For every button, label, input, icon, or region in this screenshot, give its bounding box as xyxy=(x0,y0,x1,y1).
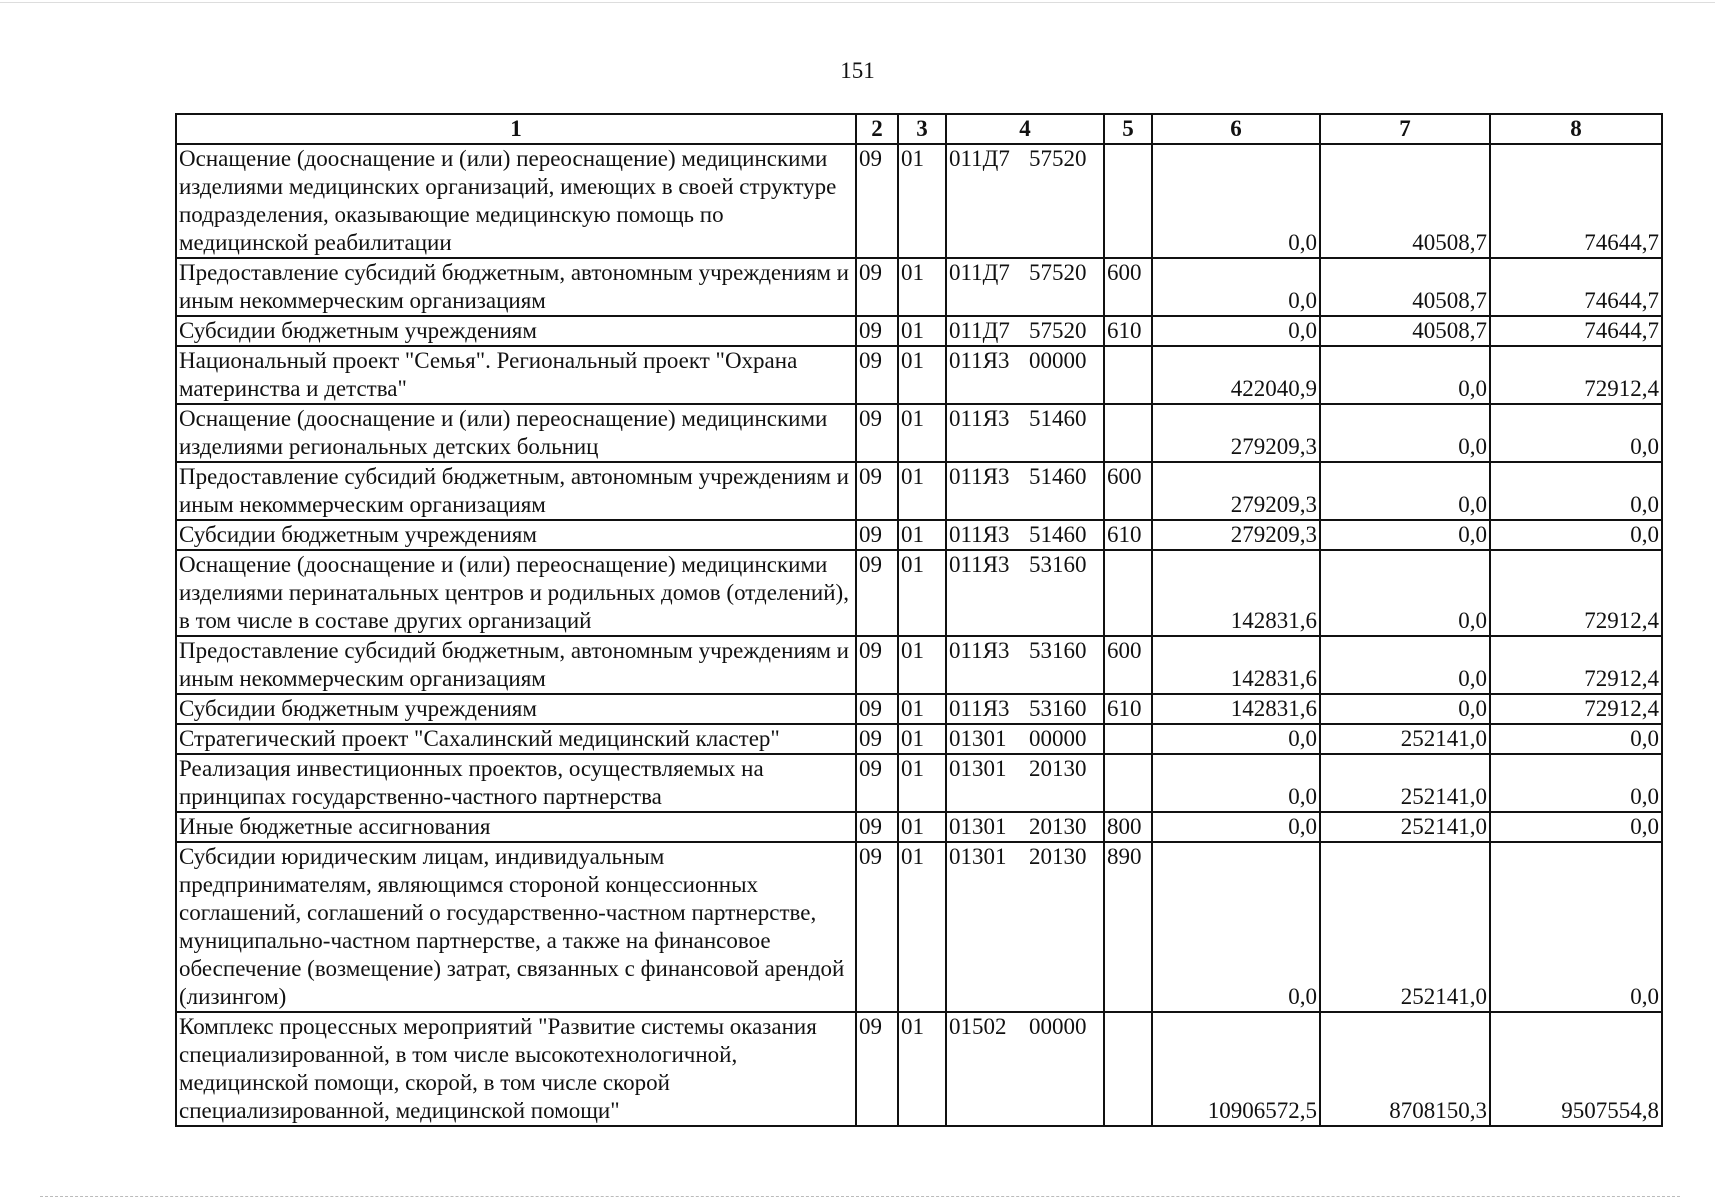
table-row xyxy=(176,462,1662,520)
section-code: 09 xyxy=(856,550,898,636)
target-article-code xyxy=(946,462,1104,520)
amount-col-6: 0,0 xyxy=(1152,144,1320,258)
row-name: Иные бюджетные ассигнования xyxy=(176,812,856,842)
target-article-code xyxy=(946,1012,1104,1126)
amount-col-6: 142831,6 xyxy=(1152,550,1320,636)
section-code: 09 xyxy=(856,694,898,724)
column-header: 7 xyxy=(1320,114,1490,144)
program-code: 01301 xyxy=(949,726,1007,751)
program-code: 01301 xyxy=(949,814,1007,839)
amount-col-8: 0,0 xyxy=(1490,404,1662,462)
subsection-code: 01 xyxy=(898,346,946,404)
target-article-code xyxy=(946,754,1104,812)
amount-col-8: 74644,7 xyxy=(1490,316,1662,346)
column-header: 8 xyxy=(1490,114,1662,144)
section-code: 09 xyxy=(856,754,898,812)
amount-col-7: 0,0 xyxy=(1320,550,1490,636)
amount-col-7: 252141,0 xyxy=(1320,724,1490,754)
subsection-code: 01 xyxy=(898,520,946,550)
program-code: 011Д7 xyxy=(949,260,1010,285)
target-article-code xyxy=(946,812,1104,842)
amount-col-8: 0,0 xyxy=(1490,842,1662,1012)
amount-col-6: 0,0 xyxy=(1152,316,1320,346)
amount-col-6: 279209,3 xyxy=(1152,404,1320,462)
amount-col-6: 0,0 xyxy=(1152,812,1320,842)
amount-col-8: 0,0 xyxy=(1490,754,1662,812)
section-code: 09 xyxy=(856,636,898,694)
row-name: Оснащение (дооснащение и (или) переоснащение) медицинскими изделиями региональных детских больниц xyxy=(176,404,856,462)
row-name: Оснащение (дооснащение и (или) переоснащение) медицинскими изделиями перинатальных центров и родильных домов (отделений), в том числе в составе других организаций xyxy=(176,550,856,636)
section-code: 09 xyxy=(856,144,898,258)
row-name: Субсидии юридическим лицам, индивидуальным предпринимателям, являющимся стороной концессионных соглашений, соглашений о государственно-частном партнерстве, муниципально-частном партнерстве, а также на финансовое обеспечение (возмещение) затрат, связанных с финансовой арендой (лизингом) xyxy=(176,842,856,1012)
direction-code: 53160 xyxy=(1029,638,1087,663)
expense-type-code xyxy=(1104,346,1152,404)
column-header: 4 xyxy=(946,114,1104,144)
subsection-code: 01 xyxy=(898,316,946,346)
program-code: 01301 xyxy=(949,844,1007,869)
table-row xyxy=(176,754,1662,812)
amount-col-8: 72912,4 xyxy=(1490,694,1662,724)
expense-type-code: 890 xyxy=(1104,842,1152,1012)
row-name: Субсидии бюджетным учреждениям xyxy=(176,520,856,550)
target-article-code xyxy=(946,144,1104,258)
amount-col-7: 0,0 xyxy=(1320,346,1490,404)
scan-edge-bottom xyxy=(40,1196,1680,1198)
amount-col-7: 0,0 xyxy=(1320,520,1490,550)
row-name: Комплекс процессных мероприятий "Развитие системы оказания специализированной, в том числе высокотехнологичной, медицинской помощи, скорой, в том числе скорой специализированной, медицинской помощи" xyxy=(176,1012,856,1126)
amount-col-8: 0,0 xyxy=(1490,462,1662,520)
direction-code: 57520 xyxy=(1029,260,1087,285)
target-article-code xyxy=(946,258,1104,316)
program-code: 011Я3 xyxy=(949,696,1010,721)
program-code: 011Д7 xyxy=(949,146,1010,171)
direction-code: 51460 xyxy=(1029,406,1087,431)
budget-table xyxy=(175,113,1663,1127)
target-article-code xyxy=(946,724,1104,754)
subsection-code: 01 xyxy=(898,550,946,636)
table-row xyxy=(176,842,1662,1012)
expense-type-code xyxy=(1104,144,1152,258)
amount-col-6: 0,0 xyxy=(1152,258,1320,316)
subsection-code: 01 xyxy=(898,842,946,1012)
column-header: 5 xyxy=(1104,114,1152,144)
row-name: Национальный проект "Семья". Региональный проект "Охрана материнства и детства" xyxy=(176,346,856,404)
section-code: 09 xyxy=(856,346,898,404)
expense-type-code xyxy=(1104,404,1152,462)
section-code: 09 xyxy=(856,462,898,520)
amount-col-8: 9507554,8 xyxy=(1490,1012,1662,1126)
expense-type-code: 600 xyxy=(1104,258,1152,316)
table-row xyxy=(176,724,1662,754)
amount-col-6: 279209,3 xyxy=(1152,462,1320,520)
amount-col-8: 74644,7 xyxy=(1490,144,1662,258)
table-row xyxy=(176,812,1662,842)
target-article-code xyxy=(946,550,1104,636)
amount-col-7: 0,0 xyxy=(1320,694,1490,724)
table-row xyxy=(176,1012,1662,1126)
subsection-code: 01 xyxy=(898,754,946,812)
amount-col-8: 72912,4 xyxy=(1490,550,1662,636)
table-row xyxy=(176,144,1662,258)
direction-code: 53160 xyxy=(1029,696,1087,721)
expense-type-code xyxy=(1104,550,1152,636)
expense-type-code: 610 xyxy=(1104,520,1152,550)
row-name: Предоставление субсидий бюджетным, автономным учреждениям и иным некоммерческим организациям xyxy=(176,462,856,520)
section-code: 09 xyxy=(856,316,898,346)
expense-type-code: 610 xyxy=(1104,316,1152,346)
table-row xyxy=(176,316,1662,346)
table-row xyxy=(176,404,1662,462)
amount-col-7: 8708150,3 xyxy=(1320,1012,1490,1126)
target-article-code xyxy=(946,404,1104,462)
expense-type-code: 600 xyxy=(1104,462,1152,520)
column-header: 3 xyxy=(898,114,946,144)
amount-col-8: 72912,4 xyxy=(1490,346,1662,404)
program-code: 011Я3 xyxy=(949,348,1010,373)
section-code: 09 xyxy=(856,842,898,1012)
page-number: 151 xyxy=(840,58,875,83)
scan-edge-top xyxy=(0,2,1715,4)
subsection-code: 01 xyxy=(898,636,946,694)
table-row xyxy=(176,258,1662,316)
direction-code: 51460 xyxy=(1029,522,1087,547)
amount-col-8: 74644,7 xyxy=(1490,258,1662,316)
direction-code: 57520 xyxy=(1029,318,1087,343)
section-code: 09 xyxy=(856,258,898,316)
subsection-code: 01 xyxy=(898,1012,946,1126)
amount-col-6: 0,0 xyxy=(1152,724,1320,754)
subsection-code: 01 xyxy=(898,258,946,316)
table-body xyxy=(176,144,1662,1126)
target-article-code xyxy=(946,520,1104,550)
table-row xyxy=(176,550,1662,636)
section-code: 09 xyxy=(856,520,898,550)
expense-type-code xyxy=(1104,754,1152,812)
column-header: 2 xyxy=(856,114,898,144)
direction-code: 00000 xyxy=(1029,348,1087,373)
amount-col-8: 72912,4 xyxy=(1490,636,1662,694)
program-code: 01502 xyxy=(949,1014,1007,1039)
expense-type-code: 610 xyxy=(1104,694,1152,724)
subsection-code: 01 xyxy=(898,404,946,462)
section-code: 09 xyxy=(856,1012,898,1126)
amount-col-7: 40508,7 xyxy=(1320,258,1490,316)
table-row xyxy=(176,520,1662,550)
section-code: 09 xyxy=(856,404,898,462)
direction-code: 00000 xyxy=(1029,1014,1087,1039)
program-code: 011Я3 xyxy=(949,552,1010,577)
amount-col-6: 10906572,5 xyxy=(1152,1012,1320,1126)
expense-type-code xyxy=(1104,724,1152,754)
direction-code: 57520 xyxy=(1029,146,1087,171)
amount-col-8: 0,0 xyxy=(1490,520,1662,550)
row-name: Субсидии бюджетным учреждениям xyxy=(176,316,856,346)
table-row xyxy=(176,346,1662,404)
amount-col-7: 40508,7 xyxy=(1320,316,1490,346)
target-article-code xyxy=(946,842,1104,1012)
column-header: 1 xyxy=(176,114,856,144)
amount-col-7: 0,0 xyxy=(1320,404,1490,462)
amount-col-7: 0,0 xyxy=(1320,636,1490,694)
header-row xyxy=(176,114,1662,144)
subsection-code: 01 xyxy=(898,724,946,754)
expense-type-code: 600 xyxy=(1104,636,1152,694)
table-row xyxy=(176,694,1662,724)
section-code: 09 xyxy=(856,812,898,842)
row-name: Субсидии бюджетным учреждениям xyxy=(176,694,856,724)
amount-col-7: 252141,0 xyxy=(1320,754,1490,812)
direction-code: 53160 xyxy=(1029,552,1087,577)
amount-col-7: 252141,0 xyxy=(1320,812,1490,842)
expense-type-code xyxy=(1104,1012,1152,1126)
row-name: Предоставление субсидий бюджетным, автономным учреждениям и иным некоммерческим организациям xyxy=(176,636,856,694)
amount-col-7: 252141,0 xyxy=(1320,842,1490,1012)
program-code: 011Я3 xyxy=(949,638,1010,663)
row-name: Оснащение (дооснащение и (или) переоснащение) медицинскими изделиями медицинских организаций, имеющих в своей структуре подразделения, оказывающие медицинскую помощь по медицинской реабилитации xyxy=(176,144,856,258)
section-code: 09 xyxy=(856,724,898,754)
subsection-code: 01 xyxy=(898,462,946,520)
target-article-code xyxy=(946,694,1104,724)
subsection-code: 01 xyxy=(898,144,946,258)
amount-col-8: 0,0 xyxy=(1490,724,1662,754)
amount-col-7: 0,0 xyxy=(1320,462,1490,520)
amount-col-8: 0,0 xyxy=(1490,812,1662,842)
direction-code: 20130 xyxy=(1029,756,1087,781)
amount-col-6: 142831,6 xyxy=(1152,636,1320,694)
column-header: 6 xyxy=(1152,114,1320,144)
program-code: 011Я3 xyxy=(949,464,1010,489)
program-code: 011Я3 xyxy=(949,522,1010,547)
direction-code: 20130 xyxy=(1029,814,1087,839)
direction-code: 51460 xyxy=(1029,464,1087,489)
subsection-code: 01 xyxy=(898,812,946,842)
program-code: 011Я3 xyxy=(949,406,1010,431)
expense-type-code: 800 xyxy=(1104,812,1152,842)
row-name: Предоставление субсидий бюджетным, автономным учреждениям и иным некоммерческим организациям xyxy=(176,258,856,316)
table-row xyxy=(176,636,1662,694)
target-article-code xyxy=(946,346,1104,404)
target-article-code xyxy=(946,316,1104,346)
subsection-code: 01 xyxy=(898,694,946,724)
amount-col-6: 142831,6 xyxy=(1152,694,1320,724)
direction-code: 00000 xyxy=(1029,726,1087,751)
amount-col-6: 279209,3 xyxy=(1152,520,1320,550)
amount-col-6: 0,0 xyxy=(1152,754,1320,812)
program-code: 01301 xyxy=(949,756,1007,781)
amount-col-7: 40508,7 xyxy=(1320,144,1490,258)
row-name: Реализация инвестиционных проектов, осуществляемых на принципах государственно-частного партнерства xyxy=(176,754,856,812)
amount-col-6: 422040,9 xyxy=(1152,346,1320,404)
amount-col-6: 0,0 xyxy=(1152,842,1320,1012)
direction-code: 20130 xyxy=(1029,844,1087,869)
program-code: 011Д7 xyxy=(949,318,1010,343)
row-name: Стратегический проект "Сахалинский медицинский кластер" xyxy=(176,724,856,754)
target-article-code xyxy=(946,636,1104,694)
